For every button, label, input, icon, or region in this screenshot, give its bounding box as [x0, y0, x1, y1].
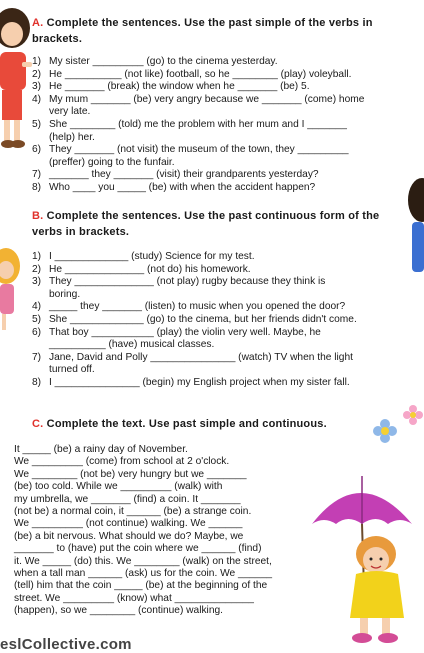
text-line: when a tall man ______ (ask) us for the coin. We ______: [14, 568, 273, 580]
girl-illustration-top-left: [0, 4, 34, 154]
exercise-item: [32, 119, 412, 144]
item-number: 2): [32, 68, 42, 80]
exercise-item: [32, 144, 412, 169]
item-number: 5): [32, 313, 42, 325]
item-text-line: She ________ (told) me the problem with her mum and I _______: [49, 118, 347, 130]
item-text-line: My sister _________ (go) to the cinema yesterday.: [49, 56, 278, 67]
item-text-line: My mum _______ (be) very angry because we _______ (come) home: [49, 93, 365, 105]
flower-icon: [402, 404, 424, 426]
item-number: 7): [32, 169, 42, 181]
item-number: 8): [32, 181, 42, 193]
text-line: We ________ (not be) very hungry but we _______: [14, 468, 247, 480]
item-number: 5): [32, 118, 42, 130]
text-line: street. We _________ (know) what ______________: [14, 592, 254, 604]
item-text-line: She _____________ (go) to the cinema, but her friends didn't come.: [49, 313, 357, 325]
umbrella-girl-illustration: [304, 470, 422, 646]
exercise-item: [32, 314, 412, 327]
section-a-letter: A.: [32, 17, 44, 29]
text-line: it. We _____ (do) this. We ________ (walk) on the street,: [14, 555, 272, 567]
item-text-line: _______ they _______ (visit) their grandparents yesterday?: [49, 169, 319, 181]
section-c-title: [32, 416, 372, 432]
exercise-item: [32, 94, 412, 119]
section-c-instruction: Complete the text. Use past simple and continuous.: [46, 418, 327, 430]
item-number: 2): [32, 263, 42, 275]
section-a-instruction-line1: Complete the sentences. Use the past simple of the verbs in: [46, 17, 373, 29]
section-b-title: [32, 208, 402, 240]
item-text-line: turned off.: [49, 364, 95, 376]
section-b-instruction-line1: Complete the sentences. Use the past continuous form of the: [46, 210, 380, 222]
item-number: 4): [32, 301, 42, 313]
item-text-line: boring.: [49, 288, 81, 300]
item-number: 7): [32, 351, 42, 363]
text-line: my umbrella, we _______ (find) a coin. It _______: [14, 493, 241, 505]
item-number: 4): [32, 93, 42, 105]
section-b-instruction-line2: verbs in brackets.: [32, 226, 130, 238]
item-text-line: (preffer) going to the funfair.: [49, 156, 175, 168]
item-text-line: Who ____ you _____ (be) with when the accident happen?: [49, 181, 316, 193]
item-text-line: Jane, David and Polly _______________ (watch) TV when the light: [49, 351, 353, 363]
item-text-line: very late.: [49, 106, 91, 118]
item-text-line: They ______________ (not play) rugby because they think is: [49, 276, 326, 288]
item-number: 6): [32, 326, 42, 338]
item-text-line: He ______________ (not do) his homework.: [49, 263, 251, 275]
exercise-item: [32, 251, 412, 264]
text-line: (be) too cold. While we _________ (walk) with: [14, 481, 223, 493]
exercise-item: [32, 81, 412, 94]
exercise-item: [32, 169, 412, 182]
exercise-item: [32, 276, 412, 301]
text-line: We _________ (not continue) walking. We ______: [14, 518, 243, 530]
item-number: 8): [32, 376, 42, 388]
item-number: 3): [32, 276, 42, 288]
flower-icon: [372, 418, 398, 444]
text-line: (tell) him that the coin _____ (be) at the beginning of the: [14, 580, 268, 592]
section-c-letter: C.: [32, 418, 44, 430]
item-text-line: _____ they _______ (listen) to music when you opened the door?: [49, 301, 346, 313]
item-number: 1): [32, 251, 42, 262]
section-b-list: [32, 251, 412, 390]
section-c-text: [14, 444, 306, 618]
item-text-line: I _______________ (begin) my English project when my sister fall.: [49, 376, 350, 388]
exercise-item: [32, 301, 412, 314]
exercise-item: [32, 352, 412, 377]
text-line: (happen), so we ________ (continue) walking.: [14, 605, 223, 617]
item-text-line: He __________ (not like) football, so he ________ (play) voleyball.: [49, 68, 352, 80]
item-text-line: That boy ___________ (play) the violin very well. Maybe, he: [49, 326, 321, 338]
text-line: _______ to (have) put the coin where we ______ (find): [14, 543, 262, 555]
girl-illustration-left: [0, 244, 22, 334]
exercise-item: [32, 377, 412, 390]
exercise-item: [32, 69, 412, 82]
exercise-item: [32, 182, 412, 195]
section-a-list: [32, 56, 412, 195]
item-text-line: __________ (have) musical classes.: [49, 339, 215, 351]
item-text-line: He _______ (break) the window when he _______ (be) 5.: [49, 81, 310, 93]
footer-watermark: eslCollective.com: [0, 636, 132, 653]
item-text-line: I _____________ (study) Science for my test.: [49, 251, 255, 262]
item-text-line: (help) her.: [49, 131, 95, 143]
text-line: We _________ (come) from school at 2 o'clock.: [14, 456, 230, 468]
item-number: 6): [32, 144, 42, 156]
item-number: 1): [32, 56, 42, 67]
exercise-item: [32, 264, 412, 277]
section-b-letter: B.: [32, 210, 44, 222]
section-a-instruction-line2: brackets.: [32, 33, 83, 45]
item-number: 3): [32, 81, 42, 93]
item-text-line: They _______ (not visit) the museum of the town, they _________: [49, 144, 349, 156]
exercise-item: [32, 327, 412, 352]
text-line: (not be) a normal coin, it ______ (be) a strange coin.: [14, 506, 252, 518]
text-line: It _____ (be) a rainy day of November.: [14, 444, 188, 455]
section-a-title: [32, 15, 402, 47]
exercise-item: [32, 56, 412, 69]
text-line: (be) a bit nervous. What should we do? Maybe, we: [14, 530, 244, 542]
